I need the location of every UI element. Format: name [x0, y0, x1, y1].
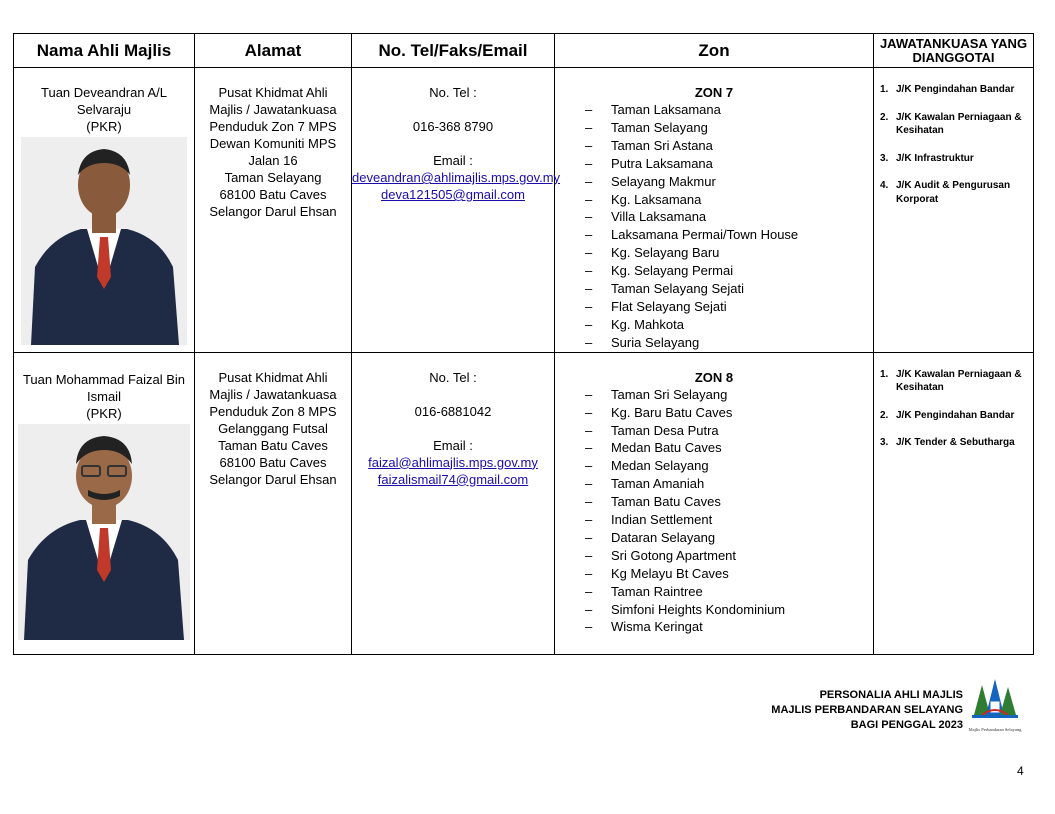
council-members-table — [13, 33, 1034, 655]
logo-caption: Majlis Perbandaran Selayang — [968, 727, 1022, 732]
member-zone-cell — [555, 352, 874, 654]
member-name: Tuan Deveandran A/L Selvaraju — [41, 85, 167, 117]
member-name-cell — [14, 352, 195, 654]
header-committee: JAWATANKUASA YANG DIANGGOTAI — [874, 34, 1034, 68]
member-contact-cell — [352, 68, 561, 353]
member-party: (PKR) — [86, 119, 122, 134]
tel-number: 016-6881042 — [414, 403, 492, 419]
list-item: – Kg. Laksamana — [585, 191, 873, 209]
zone-area-list — [555, 386, 873, 637]
footer-line-1: PERSONALIA AHLI MAJLIS — [819, 689, 963, 701]
list-item: – Villa Laksamana — [585, 208, 873, 226]
committee-list — [874, 353, 1033, 450]
list-item: – Dataran Selayang — [585, 529, 873, 547]
tel-number: 016-368 8790 — [412, 119, 494, 134]
list-item: – Taman Desa Putra — [585, 422, 873, 440]
email-link[interactable]: deveandran@ahlimajlis.mps.gov.my — [352, 170, 561, 185]
email-label: Email : — [433, 153, 473, 168]
email-label: Email : — [433, 437, 473, 453]
list-item: – Indian Settlement — [585, 511, 873, 529]
list-item: – Taman Selayang — [585, 119, 873, 137]
member-address-cell — [195, 352, 352, 654]
list-item: – Kg Melayu Bt Caves — [585, 565, 873, 583]
list-item: – Suria Selayang — [585, 334, 873, 352]
list-item: 1. J/K Pengindahan Bandar — [880, 84, 1015, 95]
header-contact: No. Tel/Faks/Email — [352, 34, 555, 68]
table-row — [14, 68, 1034, 353]
tel-label: No. Tel : — [429, 369, 477, 385]
member-name-cell — [14, 68, 195, 353]
email-link[interactable]: faizal@ahlimajlis.mps.gov.my — [368, 454, 538, 470]
table-row — [14, 352, 1034, 654]
page-number: 4 — [1017, 764, 1024, 778]
list-item: – Kg. Baru Batu Caves — [585, 404, 873, 422]
list-item: – Taman Sri Selayang — [585, 386, 873, 404]
member-zone-cell — [555, 68, 874, 353]
zone-title: ZON 8 — [694, 369, 734, 385]
email-link[interactable]: faizalismail74@gmail.com — [377, 471, 529, 487]
header-address: Alamat — [195, 34, 352, 68]
list-item: – Kg. Mahkota — [585, 316, 873, 334]
zone-area-list — [555, 101, 873, 352]
committee-list — [874, 68, 1033, 206]
list-item: – Kg. Selayang Baru — [585, 244, 873, 262]
list-item: – Selayang Makmur — [585, 173, 873, 191]
member-photo — [21, 137, 187, 345]
list-item: – Sri Gotong Apartment — [585, 547, 873, 565]
table-header-row — [14, 34, 1034, 68]
list-item: 3. J/K Infrastruktur — [880, 152, 974, 164]
list-item: – Taman Raintree — [585, 583, 873, 601]
zone-title: ZON 7 — [694, 85, 734, 100]
mps-logo-icon — [968, 675, 1022, 735]
member-committee-cell — [874, 352, 1034, 654]
member-committee-cell — [874, 68, 1034, 353]
list-item: – Taman Laksamana — [585, 101, 873, 119]
list-item: – Flat Selayang Sejati — [585, 298, 873, 316]
list-item: – Taman Selayang Sejati — [585, 280, 873, 298]
footer-line-2: MAJLIS PERBANDARAN SELAYANG — [771, 704, 963, 716]
member-contact-cell — [352, 352, 555, 654]
member-address: Pusat Khidmat Ahli Majlis / Jawatankuasa Penduduk Zon 7 MPS Dewan Komuniti MPS Jalan 16 Taman Selayang 68100 Batu Caves Selangor Darul Ehsan — [209, 85, 337, 219]
header-zone: Zon — [555, 34, 874, 68]
list-item: – Laksamana Permai/Town House — [585, 226, 873, 244]
list-item: 4. J/K Audit & Pengurusan Korporat — [880, 180, 1011, 205]
list-item: – Medan Selayang — [585, 457, 873, 475]
list-item: – Wisma Keringat — [585, 618, 873, 636]
list-item: – Taman Amaniah — [585, 475, 873, 493]
document-footer — [771, 688, 963, 733]
list-item: 1. J/K Kawalan Perniagaan & Kesihatan — [880, 368, 1022, 394]
list-item: 3. J/K Tender & Sebutharga — [880, 437, 1015, 449]
member-party: (PKR) — [86, 405, 122, 421]
member-address: Pusat Khidmat Ahli Majlis / Jawatankuasa Penduduk Zon 8 MPS Gelanggang Futsal Taman Batu Caves 68100 Batu Caves Selangor Darul Ehsan — [209, 369, 337, 487]
list-item: – Simfoni Heights Kondominium — [585, 601, 873, 619]
footer-line-3: BAGI PENGGAL 2023 — [850, 719, 963, 731]
list-item: – Taman Batu Caves — [585, 493, 873, 511]
member-photo — [18, 424, 190, 640]
list-item: 2. J/K Pengindahan Bandar — [880, 409, 1015, 421]
member-name: Tuan Mohammad Faizal Bin Ismail — [22, 371, 186, 404]
list-item: – Taman Sri Astana — [585, 137, 873, 155]
member-address-cell — [195, 68, 352, 353]
list-item: – Kg. Selayang Permai — [585, 262, 873, 280]
list-item: – Putra Laksamana — [585, 155, 873, 173]
tel-label: No. Tel : — [429, 85, 477, 100]
header-name: Nama Ahli Majlis — [14, 34, 195, 68]
list-item: – Medan Batu Caves — [585, 439, 873, 457]
list-item: 2. J/K Kawalan Perniagaan & Kesihatan — [880, 111, 1022, 136]
email-link[interactable]: deva121505@gmail.com — [380, 187, 525, 202]
